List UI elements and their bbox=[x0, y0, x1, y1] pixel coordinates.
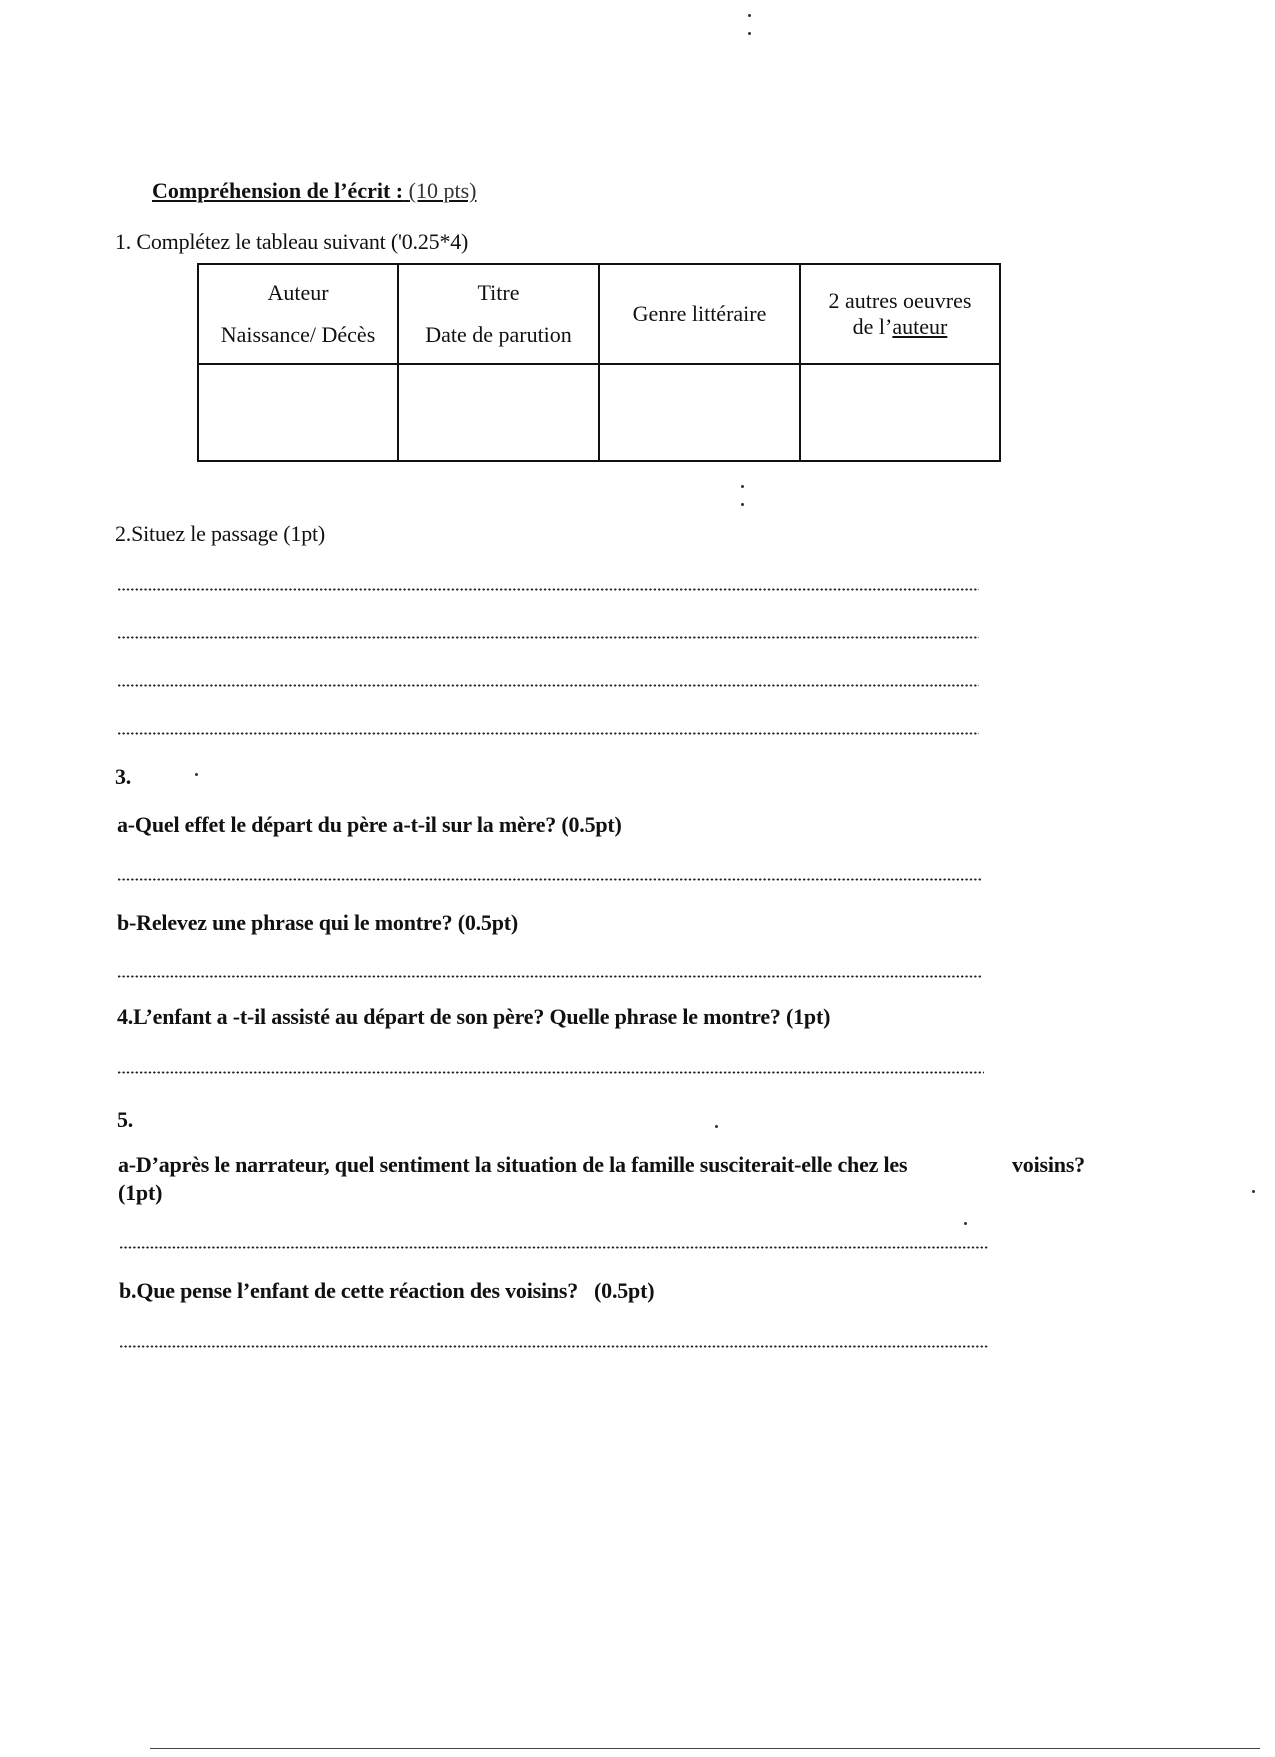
scan-speck bbox=[715, 1125, 718, 1128]
q3-label: 3. bbox=[115, 764, 132, 789]
q5b-question: b.Que pense l’enfant de cette réaction des voisins? bbox=[119, 1278, 579, 1303]
header-other-works-prefix: de l’ bbox=[852, 314, 893, 339]
scan-speck bbox=[964, 1222, 967, 1225]
answer-line-q2-1[interactable] bbox=[117, 588, 979, 591]
section-title-text: Compréhension de l’écrit : bbox=[152, 178, 404, 203]
header-other-works-line2 bbox=[801, 314, 999, 340]
answer-cell-genre[interactable] bbox=[599, 364, 800, 461]
q5-label: 5. bbox=[117, 1107, 134, 1132]
answer-line-q3b[interactable] bbox=[117, 975, 983, 978]
header-author bbox=[198, 264, 398, 364]
q5a-line2: (1pt) bbox=[118, 1180, 163, 1205]
q3b-text: b-Relevez une phrase qui le montre? (0.5pt) bbox=[117, 910, 519, 935]
answer-cell-other-works[interactable] bbox=[800, 364, 1000, 461]
scan-speck bbox=[195, 773, 198, 776]
header-title-line1: Titre bbox=[477, 280, 520, 306]
answer-line-q2-4[interactable] bbox=[117, 732, 979, 735]
answer-line-q4[interactable] bbox=[117, 1071, 984, 1074]
q5a-line1-end: voisins? bbox=[1012, 1152, 1085, 1177]
answer-line-q3a[interactable] bbox=[117, 878, 981, 881]
answer-line-q2-2[interactable] bbox=[117, 636, 979, 639]
table-header-row bbox=[198, 264, 1000, 364]
scan-speck bbox=[748, 14, 751, 17]
header-genre-line1: Genre littéraire bbox=[632, 300, 767, 326]
q5b-points: (0.5pt) bbox=[594, 1278, 655, 1303]
section-points: (10 pts) bbox=[408, 178, 477, 203]
header-author-line1: Auteur bbox=[267, 280, 329, 306]
answer-cell-title[interactable] bbox=[398, 364, 599, 461]
answer-line-q2-3[interactable] bbox=[117, 684, 979, 687]
scan-speck bbox=[748, 32, 751, 35]
bottom-scan-rule bbox=[150, 1748, 1260, 1749]
q2-label: 2.Situez le passage (1pt) bbox=[115, 521, 326, 546]
header-genre bbox=[599, 264, 800, 364]
scan-speck bbox=[741, 503, 744, 506]
q1-label: 1. Complétez le tableau suivant ('0.25*4) bbox=[115, 229, 469, 254]
q5b-text bbox=[119, 1278, 654, 1304]
answer-line-q5a[interactable] bbox=[119, 1246, 988, 1249]
section-title bbox=[152, 178, 476, 204]
table-answer-row bbox=[198, 364, 1000, 461]
q4-text: 4.L’enfant a -t-il assisté au départ de son père? Quelle phrase le montre? (1pt) bbox=[117, 1004, 831, 1029]
header-other-works-line1: 2 autres oeuvres bbox=[828, 287, 972, 313]
header-title bbox=[398, 264, 599, 364]
header-other-works bbox=[800, 264, 1000, 364]
scan-speck bbox=[1252, 1190, 1255, 1193]
answer-cell-author[interactable] bbox=[198, 364, 398, 461]
header-title-line2: Date de parution bbox=[425, 322, 572, 347]
q3a-text: a-Quel effet le départ du père a-t-il sur la mère? (0.5pt) bbox=[117, 812, 622, 837]
completion-table bbox=[197, 263, 1001, 462]
q5a-line1: a-D’après le narrateur, quel sentiment la situation de la famille susciterait-elle chez les bbox=[118, 1152, 908, 1177]
answer-line-q5b[interactable] bbox=[119, 1345, 988, 1348]
header-author-line2: Naissance/ Décès bbox=[220, 322, 376, 347]
header-other-works-underlined: auteur bbox=[892, 314, 948, 339]
scan-speck bbox=[741, 485, 744, 488]
